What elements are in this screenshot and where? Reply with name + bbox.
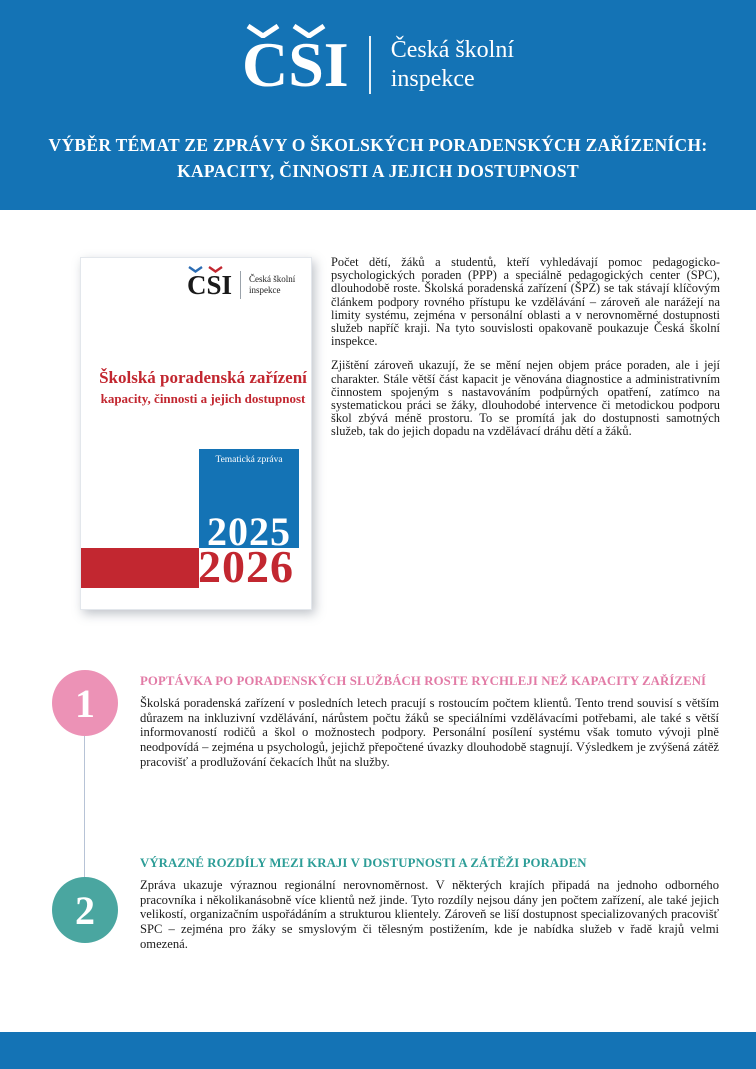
- logo-letter-text: C: [241, 29, 289, 101]
- section-1: [140, 673, 719, 770]
- cover-year-2025: 2025: [207, 509, 291, 554]
- logo-letter-s: [288, 29, 324, 101]
- logo-org-line2: inspekce: [249, 285, 281, 295]
- section-number: 2: [75, 887, 95, 933]
- section-1-body: Školská poradenská zařízení v posledních letech pracují s rostoucím počtem klientů. Tento trend souvisí s větším důrazem na inkluzivní vzdělávání, nárůstem počtu žáků se speciálními vzdělávacími potřebami, ale také s větší informovaností rodičů a škol o možnostech podpory. Personální posílení systému však tomuto vývoji plně neodpovídá – zejména u psychologů, jejichž přepočtené úvazky dlouhodobě stagnují. Výsledkem je zvýšená zátěž pracovišť a prodlužování čekacích lhůt na služby.: [140, 696, 719, 769]
- logo-letter-text: C: [187, 269, 207, 300]
- logo-letter-text: I: [323, 29, 349, 101]
- logo-org-line2: inspekce: [390, 66, 475, 92]
- cover-csi-logo: [187, 271, 295, 299]
- page-title: [0, 132, 756, 184]
- intro-text-block: [331, 256, 720, 450]
- csi-logo: [0, 29, 756, 101]
- section-1-number-badge: [52, 670, 118, 736]
- hacek-chevron-icon: [246, 24, 280, 38]
- cover-logo-acronym: [187, 269, 233, 300]
- logo-letter-s: [206, 269, 222, 300]
- logo-divider: [369, 36, 371, 94]
- intro-paragraph-1: Počet dětí, žáků a studentů, kteří vyhledávají pomoc pedagogicko-psychologických poraden (PPP) a speciálně pedagogických center (SPC), dlouhodobě roste. Školská poradenská zařízení (ŠPZ) se tak stávají klíčovým článkem podpory rovného přístupu ke vzdělávání – zároveň ale narážejí na limity systému, zejména v personální oblasti a v nerovnoměrné dostupnosti služeb napříč kraji. Na tyto souvislosti opakovaně poukazuje Česká školní inspekce.: [331, 255, 720, 349]
- csi-logo-acronym: [241, 29, 349, 101]
- section-2-body: Zpráva ukazuje výraznou regionální nerovnoměrnost. V některých krajích připadá na jednoho odborného pracovníka i několikanásobně více klientů než jinde. Tyto rozdíly nejsou dány jen počtem zařízení, ale také jejich velikostí, organizačním uspořádáním a strukturou klientely. Zároveň se liší dostupnost specializovaných pracovišť SPC – zejména pro žáky se smyslovým či tělesným postižením, kde je nabídka služeb v řadě krajů velmi omezená.: [140, 878, 719, 951]
- section-2-heading: VÝRAZNÉ ROZDÍLY MEZI KRAJI V DOSTUPNOSTI A ZÁTĚŽI PORADEN: [140, 856, 587, 870]
- cover-blue-box: [199, 449, 299, 554]
- cover-year-2026: 2026: [198, 541, 294, 592]
- cover-red-bar: [81, 548, 199, 588]
- page-title-line2: KAPACITY, ČINNOSTI A JEJICH DOSTUPNOST: [177, 161, 579, 181]
- cover-title: Školská poradenská zařízení: [99, 368, 307, 387]
- intro-paragraph-2: Zjištění zároveň ukazují, že se mění nejen objem práce poraden, ale i její charakter. Stále větší část kapacit je věnována diagnostice a administrativním činnostem spojeným s nastavováním podpůrných opatření, zatímco na systematickou práci se žáky, dlouhodobé intervence či metodickou podporu škol zbývá méně prostoru. To se promítá jak do dostupnosti samotných služeb, tak do jejich dopadu na vzdělávací dráhu dětí a žáků.: [331, 358, 720, 439]
- cover-subtitle: kapacity, činnosti a jejich dostupnost: [100, 391, 306, 406]
- logo-letter-i: [323, 29, 349, 101]
- footer-band: [0, 1032, 756, 1069]
- cover-badge: Tematická zpráva: [215, 455, 283, 465]
- logo-letter-c: [187, 269, 207, 300]
- logo-letter-text: S: [206, 269, 222, 300]
- logo-letter-c: [241, 29, 289, 101]
- hacek-chevron-icon: [292, 24, 326, 38]
- logo-letter-i: [221, 269, 233, 300]
- logo-letter-text: S: [288, 29, 324, 101]
- logo-org-line1: Česká školní: [249, 274, 296, 284]
- hacek-chevron-icon: [208, 266, 223, 273]
- page-title-line1: VÝBĚR TÉMAT ZE ZPRÁVY O ŠKOLSKÝCH PORADENSKÝCH ZAŘÍZENÍCH:: [48, 135, 708, 155]
- logo-org-name: [391, 36, 514, 94]
- hacek-chevron-icon: [188, 266, 203, 273]
- cover-org-name: [249, 274, 295, 296]
- section-2-number-badge: [52, 877, 118, 943]
- timeline-connector-line: [84, 736, 85, 878]
- report-cover: [80, 257, 312, 610]
- logo-letter-text: I: [221, 269, 233, 300]
- header-band: [0, 0, 756, 210]
- logo-org-line1: Česká školní: [390, 37, 515, 63]
- section-number: 1: [75, 680, 95, 726]
- logo-divider: [240, 271, 241, 299]
- section-2: [140, 855, 719, 952]
- section-1-heading: POPTÁVKA PO PORADENSKÝCH SLUŽBÁCH ROSTE RYCHLEJI NEŽ KAPACITY ZAŘÍZENÍ: [140, 674, 707, 688]
